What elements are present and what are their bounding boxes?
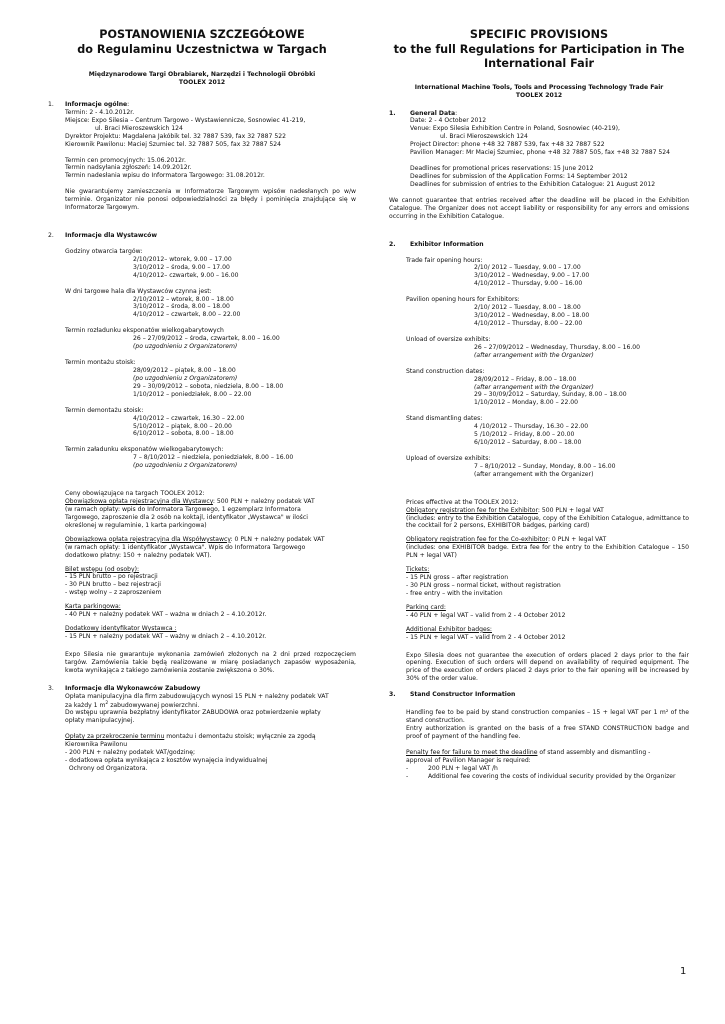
catalogue-note: Nie gwarantujemy zamieszczenia w Informatorze Targowym wpisów nadesłanych po w/w terminie. Organizator nie ponosi odpowiedzialności za błędy i pominięcia znajdujące się w Informatorze Targowym. (65, 188, 356, 212)
list-item: - 200 PLN + legal VAT /h (406, 764, 498, 772)
section-exhibitor-info-en: 2. Exhibitor Information (389, 241, 689, 249)
section-general-info-pl: 1. Informacje ogólne: Termin: 2 - 4.10.2012r. Miejsce: Expo Silesia – Centrum Targowo - Wystawiennicze, Sosnowiec 41-219, ul. Braci Mieroszewskich 124 Dyrektor Projektu: Magdalena Jakóbik tel. 32 7887 539, fax 32 7887 522 Kierownik Pawilonu: Maciej Szumiec tel. 32 7887 505, fax 32 7887 524 Termin cen promocyjnych: 15.06.2012r. Termin nadsyłania zgłoszeń: 14.09.2012r. Termin nadesłania wpisu do Informatora Targowego: 31.08.2012r. Nie gwarantujemy zamieszczenia w Informatorze Targowym wpisów nadesłanych po w/w terminie. Organizator nie ponosi odpowiedzialności za błędy i pominięcia znajdujące się w Informatorze Targowym. (48, 100, 356, 212)
orders-note-en: Expo Silesia does not guarantee the execution of orders placed 2 days prior to the fair opening. Execution of such orders will depend on availability of required equipment. The price of the execution of orders placed 2 days prior to the fair opening will be increased by 30% of the order value. (406, 651, 689, 683)
polish-column (48, 28, 356, 773)
page-title-en: SPECIFIC PROVISIONS to the full Regulations for Participation in The International Fair (393, 28, 685, 71)
section-heading: Informacje dla Wystawców (65, 232, 157, 240)
section-heading: Informacje dla Wykonawców Zabudowy (65, 684, 201, 692)
fair-subtitle-en: International Machine Tools, Tools and Processing Technology Trade Fair TOOLEX 2012 (414, 83, 664, 99)
english-column: SPECIFIC PROVISIONS to the full Regulations for Participation in The International Fair International Machine Tools, Tools and Processing Technology Trade Fair TOOLEX 2012 1. General Data: Date: 2 - 4 October 2012 Venue: Expo Silesia Exhibition Centre in Poland, Sosnowiec (40-219), ul. Braci Mieroszewskich 124 Project Director: phone +48 32 7887 539, fax +48 32 7887 522 Pavilion Manager: Mr Maciej Szumiec, phone +48 32 7887 505, fax +48 32 7887 524 Deadlines for promotional prices reservations: 15 June 2012 Deadlines for submission of the Application Forms: 14 September 2012 Deadlines for submission of entries to the Exhibition Catalogue: 21 August 2012 We cannot guarantee that entries received after the deadline will be placed in the Exhibition Catalogue. The Organizer does not accept liability or responsibility for any errors and omissions occurring in the Exhibition Catalogue. 2. Exhibitor Information Trade fair opening hours: 2/10/ 2012 – Tuesday, 9.00 – 17.00 3/10/2012 – Wednesday, 9.00 – 17.00 4/10/2012 – Thursday, 9.00 – 16.00 Pavilion opening hours for Exhibitors: 2/10/ 2012 – Tuesday, 8.00 – 18.00 3/10/2012 – Wednesday, 8.00 – 18.00 4/10/2012 – Thursday, 8.00 – 22.00 Unload of oversize exhibits: 26 – 27/09/2012 – Wednesday, Thursday, 8.00 – 16.00 (after arrangement with the Organizer) Stand construction dates: 28/09/2012 – Friday, 8.00 – 18.00 (after arrangement with the Organizer) 29 – 30/09/2012 – Saturday, Sunday, 8.00 – 18.00 1/10/2012 – Monday, 8.00 – 22.00 Stand dismantling dates: 4 /10/2012 – Thursday, 16.30 – 22.00 5 /10/2012 – Friday, 8.00 – 20.00 6/10/2012 – Saturday, 8.00 – 18.00 Upload of oversize exhibits: 7 – 8/10/2012 – Sunday, Monday, 8.00 – 16.00 (after arrangement with the Organizer) Prices effective at the TOOLEX 2012: Obligatory registration fee for the Exhibitor: 500 PLN + legal VAT (includes: entry to the Exhibition Catalogue, copy of the Exhibition Catalogue, admittance to the cocktail for 2 persons, EXHIBITOR badges, parking card) Obligatory registration fee for the Co-exhibitor: 0 PLN + legal VAT (includes: one EXHIBITOR badge. Extra fee for the entry to the Exhibition Catalogue – 150 PLN + legal VAT) Tickets: - 15 PLN gross – after registration - 30 PLN gross – normal ticket, without registration - free entry – with the invitation Parking card: - 40 PLN + legal VAT – valid from 2 - 4 October 2012 Additional Exhibitor badges: - 15 PLN + legal VAT – valid from 2 - 4 October 2012 Expo Silesia does not guarantee the execution of orders placed 2 days prior to the fair opening. Execution of such orders will depend on availability of required equipment. The price of the execution of orders placed 2 days prior to the fair opening will be increased by 30% of the order value. 3. Stand Constructor Information Handling fee to be paid by stand construction companies – 15 + legal VAT per 1 m² of the stand construction. Entry authorization is granted on the basis of a free STAND CONSTRUCTION badge and proof of payment of the handling fee. Penalty fee for failure to meet the deadline of stand assembly and dismantling - approval of Pavilion Manager is required: - 200 PLN + legal VAT /h - Additional fee covering the costs of individual security provided by the Organizer (389, 28, 689, 780)
list-item: - Additional fee covering the costs of individual security provided by the Organizer (406, 772, 676, 780)
section-constructor-info-en: 3. Stand Constructor Information (389, 691, 689, 699)
fair-subtitle-pl: Międzynarodowe Targi Obrabiarek, Narzędzi i Technologii Obróbki TOOLEX 2012 (88, 71, 316, 87)
section-general-data-en: 1. General Data: Date: 2 - 4 October 2012 Venue: Expo Silesia Exhibition Centre in Poland, Sosnowiec (40-219), ul. Braci Mieroszewskich 124 Project Director: phone +48 32 7887 539, fax +48 32 7887 522 Pavilion Manager: Mr Maciej Szumiec, phone +48 32 7887 505, fax +48 32 7887 524 Deadlines for promotional prices reservations: 15 June 2012 Deadlines for submission of the Application Forms: 14 September 2012 Deadlines for submission of entries to the Exhibition Catalogue: 21 August 2012 (389, 109, 671, 188)
catalogue-note-en: We cannot guarantee that entries received after the deadline will be placed in the Exhibition Catalogue. The Organizer does not accept liability or responsibility for any errors and omissions occurring in the Exhibition Catalogue. (389, 196, 689, 220)
section-heading: Stand Constructor Information (410, 691, 516, 699)
section-heading: Informacje ogólne (65, 100, 128, 108)
section-heading: Exhibitor Information (410, 240, 484, 248)
page-number: 1 (680, 966, 687, 977)
section-constructor-info-pl: 3. Informacje dla Wykonawców Zabudowy Opłata manipulacyjna dla firm zabudowujących wynosi 15 PLN + należny podatek VAT za każdy 1 $m^2$ zabudowywanej powierzchni. Do wstępu uprawnia bezpłatny identyfikator ZABUDOWA oraz potwierdzenie wpłaty opłaty manipulacyjnej. Opłaty za przekroczenie terminu montażu i demontażu stoisk; wyłącznie za zgodą Kierownika Pawilonu - 200 PLN + należny podatek VAT/godzinę; - dodatkowa opłata wynikająca z kosztów wynajęcia indywidualnej Ochrony od Organizatora. (48, 685, 356, 773)
section-exhibitor-info-pl: 2. Informacje dla Wystawców Godziny otwarcia targów: 2/10/2012– wtorek, 9.00 – 17.00 3/10/2012 – środa, 9.00 – 17.00 4/10/2012– czwartek, 9.00 – 16.00 W dni targowe hala dla Wystawców czynna jest: 2/10/2012 – wtorek, 8.00 – 18.00 3/10/2012 – środa, 8.00 – 18.00 4/10/2012 – czwartek, 8.00 – 22.00 Termin rozładunku eksponatów wielkogabarytowych 26 – 27/09/2012 – środa, czwartek, 8.00 – 16.00 (po uzgodnieniu z Organizatorem) Termin montażu stoisk: 28/09/2012 – piątek, 8.00 – 18.00 (po uzgodnieniu z Organizatorem) 29 – 30/09/2012 – sobota, niedziela, 8.00 – 18.00 1/10/2012 – poniedziałek, 8.00 – 22.00 Termin demontażu stoisk: 4/10/2012 – czwartek, 16.30 – 22.00 5/10/2012 – piątek, 8.00 – 20.00 6/10/2012 – sobota, 8.00 – 18.00 Termin załadunku eksponatów wielkogabarytowych: 7 – 8/10/2012 – niedziela, poniedziałek, 8.00 – 16.00 (po uzgodnieniu z Organizatorem) Ceny obowiązujące na targach TOOLEX 2012: Obowiązkowa opłata rejestracyjna dla Wystawcy: 500 PLN + należny podatek VAT (w ramach opłaty: wpis do Informatora Targowego, 1 egzemplarz Informatora Targowego, zaproszenie dla 2 osób na koktajl, identyfikator „Wystawca" w ilości określonej w regulaminie, 1 karta parkingowa) Obowiązkowa opłata rejestracyjna dla Współwystawcy: 0 PLN + należny podatek VAT (w ramach opłaty: 1 identyfikator „Wystawca". Wpis do Informatora Targowego dodatkowo płatny: 150 + należny podatek VAT). Bilet wstępu (od osoby): - 15 PLN brutto – po rejestracji - 30 PLN brutto – bez rejestracji - wstęp wolny – z zaproszeniem Karta parkingowa: - 40 PLN + należny podatek VAT – ważna w dniach 2 – 4.10.2012r. Dodatkowy identyfikator Wystawca : - 15 PLN + należny podatek VAT – ważny w dniach 2 – 4.10.2012r. Expo Silesia nie gwarantuje wykonania zamówień złożonych na 2 dni przed rozpoczęciem targów. Zamówienia takie będą realizowane w miarę posiadanych zapasów wyposażenia, kwota wynikająca z takiego zamówienia zostanie zwiększona o 30%. (48, 232, 356, 674)
orders-note: Expo Silesia nie gwarantuje wykonania zamówień złożonych na 2 dni przed rozpoczęciem targów. Zamówienia takie będą realizowane w miarę posiadanych zapasów wyposażenia, kwota wynikająca z takiego zamówienia zostanie zwiększona o 30%. (65, 650, 356, 674)
page-title-pl: POSTANOWIENIA SZCZEGÓŁOWE do Regulaminu Uczestnictwa w Targach (77, 28, 327, 56)
section-heading: General Data (410, 109, 456, 117)
